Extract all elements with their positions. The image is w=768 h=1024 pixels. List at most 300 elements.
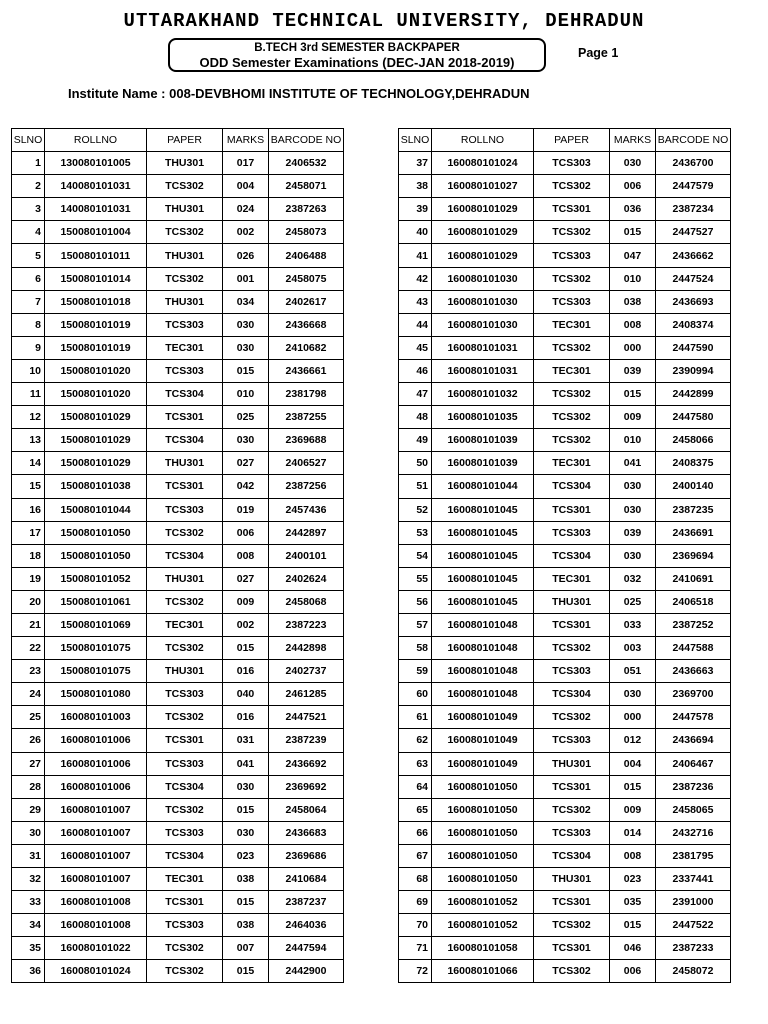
paper-cell: TCS302: [147, 706, 223, 729]
slno-cell: 20: [12, 590, 45, 613]
rollno-cell: 160080101049: [432, 706, 534, 729]
table-row: [12, 868, 344, 891]
slno-cell: 14: [12, 452, 45, 475]
slno-cell: 21: [12, 613, 45, 636]
paper-cell: TCS304: [147, 383, 223, 406]
slno-cell: 47: [399, 383, 432, 406]
slno-cell: 16: [12, 498, 45, 521]
marks-cell: 015: [223, 891, 269, 914]
marks-cell: 010: [610, 429, 656, 452]
paper-cell: TCS302: [534, 336, 610, 359]
marks-cell: 035: [610, 891, 656, 914]
barcode-cell: 2381795: [656, 844, 731, 867]
marks-cell: 015: [610, 914, 656, 937]
marks-cell: 026: [223, 244, 269, 267]
barcode-cell: 2447594: [269, 937, 344, 960]
table-row: [12, 590, 344, 613]
barcode-cell: 2436662: [656, 244, 731, 267]
barcode-cell: 2406488: [269, 244, 344, 267]
slno-cell: 44: [399, 313, 432, 336]
slno-cell: 70: [399, 914, 432, 937]
column-header-paper: PAPER: [534, 129, 610, 152]
slno-cell: 24: [12, 683, 45, 706]
rollno-cell: 160080101049: [432, 752, 534, 775]
marks-cell: 030: [610, 498, 656, 521]
rollno-cell: 150080101044: [45, 498, 147, 521]
barcode-cell: 2458068: [269, 590, 344, 613]
slno-cell: 62: [399, 729, 432, 752]
marks-cell: 030: [610, 475, 656, 498]
barcode-cell: 2387239: [269, 729, 344, 752]
rollno-cell: 160080101032: [432, 383, 534, 406]
paper-cell: TCS304: [534, 844, 610, 867]
slno-cell: 7: [12, 290, 45, 313]
barcode-cell: 2458073: [269, 221, 344, 244]
barcode-cell: 2402737: [269, 660, 344, 683]
table-row: [399, 475, 731, 498]
marks-cell: 001: [223, 267, 269, 290]
marks-cell: 016: [223, 660, 269, 683]
rollno-cell: 160080101052: [432, 891, 534, 914]
barcode-cell: 2408375: [656, 452, 731, 475]
marks-cell: 015: [223, 798, 269, 821]
table-row: [12, 521, 344, 544]
marks-cell: 009: [223, 590, 269, 613]
marks-cell: 030: [610, 683, 656, 706]
paper-cell: TCS302: [534, 914, 610, 937]
table-row: [12, 775, 344, 798]
paper-cell: TCS303: [534, 244, 610, 267]
results-table-left: [11, 128, 344, 983]
marks-cell: 015: [610, 221, 656, 244]
rollno-cell: 160080101029: [432, 244, 534, 267]
table-header-row: [12, 129, 344, 152]
paper-cell: TCS301: [534, 775, 610, 798]
slno-cell: 52: [399, 498, 432, 521]
rollno-cell: 160080101008: [45, 891, 147, 914]
paper-cell: TEC301: [147, 336, 223, 359]
slno-cell: 48: [399, 406, 432, 429]
institute-name: Institute Name : 008-DEVBHOMI INSTITUTE OF TECHNOLOGY,DEHRADUN: [68, 86, 530, 101]
paper-cell: TCS302: [534, 175, 610, 198]
barcode-cell: 2458072: [656, 960, 731, 983]
slno-cell: 5: [12, 244, 45, 267]
paper-cell: TCS301: [147, 475, 223, 498]
barcode-cell: 2447524: [656, 267, 731, 290]
rollno-cell: 150080101050: [45, 544, 147, 567]
rollno-cell: 160080101035: [432, 406, 534, 429]
marks-cell: 030: [223, 336, 269, 359]
barcode-cell: 2406527: [269, 452, 344, 475]
barcode-cell: 2387256: [269, 475, 344, 498]
slno-cell: 60: [399, 683, 432, 706]
paper-cell: TEC301: [534, 313, 610, 336]
table-row: [399, 498, 731, 521]
rollno-cell: 160080101030: [432, 290, 534, 313]
barcode-cell: 2436663: [656, 660, 731, 683]
slno-cell: 8: [12, 313, 45, 336]
rollno-cell: 150080101011: [45, 244, 147, 267]
slno-cell: 19: [12, 567, 45, 590]
slno-cell: 28: [12, 775, 45, 798]
marks-cell: 002: [223, 613, 269, 636]
column-header-rollno: ROLLNO: [432, 129, 534, 152]
paper-cell: TEC301: [534, 567, 610, 590]
marks-cell: 006: [610, 960, 656, 983]
marks-cell: 024: [223, 198, 269, 221]
rollno-cell: 160080101050: [432, 821, 534, 844]
table-row: [399, 660, 731, 683]
slno-cell: 59: [399, 660, 432, 683]
rollno-cell: 160080101045: [432, 498, 534, 521]
table-row: [12, 683, 344, 706]
slno-cell: 31: [12, 844, 45, 867]
barcode-cell: 2442900: [269, 960, 344, 983]
marks-cell: 032: [610, 567, 656, 590]
slno-cell: 41: [399, 244, 432, 267]
rollno-cell: 140080101031: [45, 198, 147, 221]
table-row: [12, 359, 344, 382]
marks-cell: 039: [610, 521, 656, 544]
barcode-cell: 2458075: [269, 267, 344, 290]
slno-cell: 22: [12, 637, 45, 660]
barcode-cell: 2447522: [656, 914, 731, 937]
rollno-cell: 160080101024: [45, 960, 147, 983]
rollno-cell: 160080101050: [432, 798, 534, 821]
rollno-cell: 150080101029: [45, 429, 147, 452]
slno-cell: 3: [12, 198, 45, 221]
slno-cell: 11: [12, 383, 45, 406]
marks-cell: 030: [223, 429, 269, 452]
paper-cell: TCS304: [534, 544, 610, 567]
table-row: [12, 613, 344, 636]
marks-cell: 027: [223, 452, 269, 475]
rollno-cell: 150080101014: [45, 267, 147, 290]
marks-cell: 009: [610, 798, 656, 821]
rollno-cell: 160080101007: [45, 844, 147, 867]
slno-cell: 36: [12, 960, 45, 983]
table-row: [399, 406, 731, 429]
slno-cell: 64: [399, 775, 432, 798]
marks-cell: 047: [610, 244, 656, 267]
rollno-cell: 150080101020: [45, 383, 147, 406]
marks-cell: 030: [610, 152, 656, 175]
paper-cell: TCS302: [147, 798, 223, 821]
paper-cell: TEC301: [534, 359, 610, 382]
paper-cell: TCS303: [147, 683, 223, 706]
rollno-cell: 160080101045: [432, 521, 534, 544]
paper-cell: THU301: [147, 452, 223, 475]
paper-cell: TCS302: [534, 960, 610, 983]
paper-cell: TCS301: [534, 891, 610, 914]
marks-cell: 030: [223, 775, 269, 798]
paper-cell: TCS302: [534, 429, 610, 452]
table-row: [12, 498, 344, 521]
slno-cell: 27: [12, 752, 45, 775]
rollno-cell: 160080101050: [432, 775, 534, 798]
marks-cell: 010: [610, 267, 656, 290]
slno-cell: 65: [399, 798, 432, 821]
paper-cell: TCS302: [534, 267, 610, 290]
slno-cell: 66: [399, 821, 432, 844]
rollno-cell: 160080101066: [432, 960, 534, 983]
barcode-cell: 2436661: [269, 359, 344, 382]
marks-cell: 027: [223, 567, 269, 590]
barcode-cell: 2402617: [269, 290, 344, 313]
paper-cell: THU301: [147, 244, 223, 267]
table-row: [12, 937, 344, 960]
barcode-cell: 2464036: [269, 914, 344, 937]
table-row: [12, 313, 344, 336]
table-row: [12, 406, 344, 429]
rollno-cell: 160080101050: [432, 844, 534, 867]
results-table-right-body: [399, 152, 731, 983]
barcode-cell: 2387233: [656, 937, 731, 960]
marks-cell: 038: [223, 868, 269, 891]
table-row: [399, 221, 731, 244]
slno-cell: 58: [399, 637, 432, 660]
paper-cell: TCS301: [147, 729, 223, 752]
table-row: [12, 475, 344, 498]
marks-cell: 010: [223, 383, 269, 406]
marks-cell: 000: [610, 336, 656, 359]
slno-cell: 12: [12, 406, 45, 429]
column-header-slno: SLNO: [12, 129, 45, 152]
marks-cell: 015: [223, 359, 269, 382]
table-row: [399, 175, 731, 198]
barcode-cell: 2436668: [269, 313, 344, 336]
rollno-cell: 160080101031: [432, 336, 534, 359]
rollno-cell: 160080101048: [432, 683, 534, 706]
slno-cell: 38: [399, 175, 432, 198]
table-row: [399, 383, 731, 406]
marks-cell: 014: [610, 821, 656, 844]
marks-cell: 015: [610, 383, 656, 406]
paper-cell: TCS303: [147, 313, 223, 336]
marks-cell: 039: [610, 359, 656, 382]
barcode-cell: 2402624: [269, 567, 344, 590]
exam-title-box: [168, 38, 546, 72]
paper-cell: TCS302: [534, 406, 610, 429]
table-row: [399, 706, 731, 729]
rollno-cell: 160080101003: [45, 706, 147, 729]
table-row: [12, 267, 344, 290]
rollno-cell: 160080101024: [432, 152, 534, 175]
rollno-cell: 150080101061: [45, 590, 147, 613]
barcode-cell: 2436692: [269, 752, 344, 775]
rollno-cell: 150080101050: [45, 521, 147, 544]
table-row: [12, 452, 344, 475]
barcode-cell: 2447580: [656, 406, 731, 429]
barcode-cell: 2410684: [269, 868, 344, 891]
table-row: [399, 198, 731, 221]
barcode-cell: 2369688: [269, 429, 344, 452]
table-row: [12, 729, 344, 752]
paper-cell: TCS302: [147, 175, 223, 198]
rollno-cell: 150080101038: [45, 475, 147, 498]
slno-cell: 35: [12, 937, 45, 960]
paper-cell: TCS302: [147, 937, 223, 960]
slno-cell: 4: [12, 221, 45, 244]
table-row: [12, 175, 344, 198]
paper-cell: TCS301: [534, 613, 610, 636]
results-table-right: [398, 128, 731, 983]
slno-cell: 2: [12, 175, 45, 198]
paper-cell: TEC301: [147, 868, 223, 891]
slno-cell: 63: [399, 752, 432, 775]
barcode-cell: 2391000: [656, 891, 731, 914]
rollno-cell: 160080101030: [432, 313, 534, 336]
table-row: [399, 152, 731, 175]
barcode-cell: 2387255: [269, 406, 344, 429]
marks-cell: 008: [610, 313, 656, 336]
table-row: [12, 290, 344, 313]
rollno-cell: 160080101029: [432, 221, 534, 244]
barcode-cell: 2406532: [269, 152, 344, 175]
table-row: [399, 637, 731, 660]
paper-cell: THU301: [534, 868, 610, 891]
barcode-cell: 2447521: [269, 706, 344, 729]
rollno-cell: 160080101031: [432, 359, 534, 382]
paper-cell: TCS302: [147, 960, 223, 983]
marks-cell: 051: [610, 660, 656, 683]
table-row: [12, 244, 344, 267]
marks-cell: 000: [610, 706, 656, 729]
table-row: [399, 267, 731, 290]
table-row: [399, 798, 731, 821]
rollno-cell: 150080101019: [45, 336, 147, 359]
table-row: [399, 775, 731, 798]
barcode-cell: 2369694: [656, 544, 731, 567]
slno-cell: 69: [399, 891, 432, 914]
paper-cell: TCS303: [534, 290, 610, 313]
rollno-cell: 160080101007: [45, 821, 147, 844]
table-header-row: [399, 129, 731, 152]
slno-cell: 15: [12, 475, 45, 498]
barcode-cell: 2387235: [656, 498, 731, 521]
rollno-cell: 150080101069: [45, 613, 147, 636]
paper-cell: TCS303: [147, 359, 223, 382]
barcode-cell: 2410682: [269, 336, 344, 359]
table-row: [12, 152, 344, 175]
slno-cell: 30: [12, 821, 45, 844]
paper-cell: THU301: [147, 152, 223, 175]
rollno-cell: 160080101029: [432, 198, 534, 221]
rollno-cell: 150080101080: [45, 683, 147, 706]
slno-cell: 51: [399, 475, 432, 498]
paper-cell: TCS302: [147, 590, 223, 613]
rollno-cell: 150080101029: [45, 406, 147, 429]
table-row: [12, 336, 344, 359]
barcode-cell: 2337441: [656, 868, 731, 891]
paper-cell: THU301: [534, 590, 610, 613]
barcode-cell: 2442898: [269, 637, 344, 660]
marks-cell: 023: [223, 844, 269, 867]
paper-cell: TCS304: [147, 844, 223, 867]
table-row: [399, 844, 731, 867]
column-header-barcode: BARCODE NO: [269, 129, 344, 152]
column-header-marks: MARKS: [610, 129, 656, 152]
barcode-cell: 2381798: [269, 383, 344, 406]
barcode-cell: 2432716: [656, 821, 731, 844]
barcode-cell: 2400101: [269, 544, 344, 567]
barcode-cell: 2408374: [656, 313, 731, 336]
paper-cell: TCS304: [147, 775, 223, 798]
paper-cell: TCS304: [147, 544, 223, 567]
slno-cell: 50: [399, 452, 432, 475]
paper-cell: TCS303: [147, 752, 223, 775]
table-row: [399, 937, 731, 960]
paper-cell: THU301: [147, 567, 223, 590]
paper-cell: TCS302: [534, 221, 610, 244]
rollno-cell: 130080101005: [45, 152, 147, 175]
paper-cell: TCS303: [147, 914, 223, 937]
paper-cell: TCS303: [534, 152, 610, 175]
barcode-cell: 2369700: [656, 683, 731, 706]
barcode-cell: 2406518: [656, 590, 731, 613]
table-row: [399, 290, 731, 313]
barcode-cell: 2458066: [656, 429, 731, 452]
table-row: [12, 706, 344, 729]
marks-cell: 007: [223, 937, 269, 960]
slno-cell: 56: [399, 590, 432, 613]
paper-cell: TEC301: [147, 613, 223, 636]
table-row: [399, 313, 731, 336]
table-row: [399, 613, 731, 636]
marks-cell: 012: [610, 729, 656, 752]
paper-cell: TCS301: [534, 498, 610, 521]
marks-cell: 017: [223, 152, 269, 175]
marks-cell: 006: [223, 521, 269, 544]
table-row: [12, 914, 344, 937]
barcode-cell: 2457436: [269, 498, 344, 521]
table-row: [399, 429, 731, 452]
table-row: [12, 637, 344, 660]
slno-cell: 1: [12, 152, 45, 175]
table-row: [12, 221, 344, 244]
barcode-cell: 2461285: [269, 683, 344, 706]
table-row: [12, 844, 344, 867]
table-row: [399, 683, 731, 706]
table-row: [12, 383, 344, 406]
marks-cell: 006: [610, 175, 656, 198]
marks-cell: 015: [223, 637, 269, 660]
slno-cell: 54: [399, 544, 432, 567]
rollno-cell: 160080101044: [432, 475, 534, 498]
table-row: [12, 960, 344, 983]
table-row: [399, 729, 731, 752]
barcode-cell: 2387263: [269, 198, 344, 221]
marks-cell: 046: [610, 937, 656, 960]
marks-cell: 015: [223, 960, 269, 983]
marks-cell: 016: [223, 706, 269, 729]
marks-cell: 030: [223, 313, 269, 336]
barcode-cell: 2436683: [269, 821, 344, 844]
paper-cell: THU301: [534, 752, 610, 775]
exam-title-line2: ODD Semester Examinations (DEC-JAN 2018-2019): [199, 55, 515, 70]
slno-cell: 49: [399, 429, 432, 452]
results-table-left-body: [12, 152, 344, 983]
marks-cell: 041: [610, 452, 656, 475]
paper-cell: TCS301: [147, 406, 223, 429]
table-row: [12, 821, 344, 844]
slno-cell: 72: [399, 960, 432, 983]
marks-cell: 038: [610, 290, 656, 313]
barcode-cell: 2436693: [656, 290, 731, 313]
slno-cell: 23: [12, 660, 45, 683]
rollno-cell: 160080101048: [432, 660, 534, 683]
barcode-cell: 2390994: [656, 359, 731, 382]
